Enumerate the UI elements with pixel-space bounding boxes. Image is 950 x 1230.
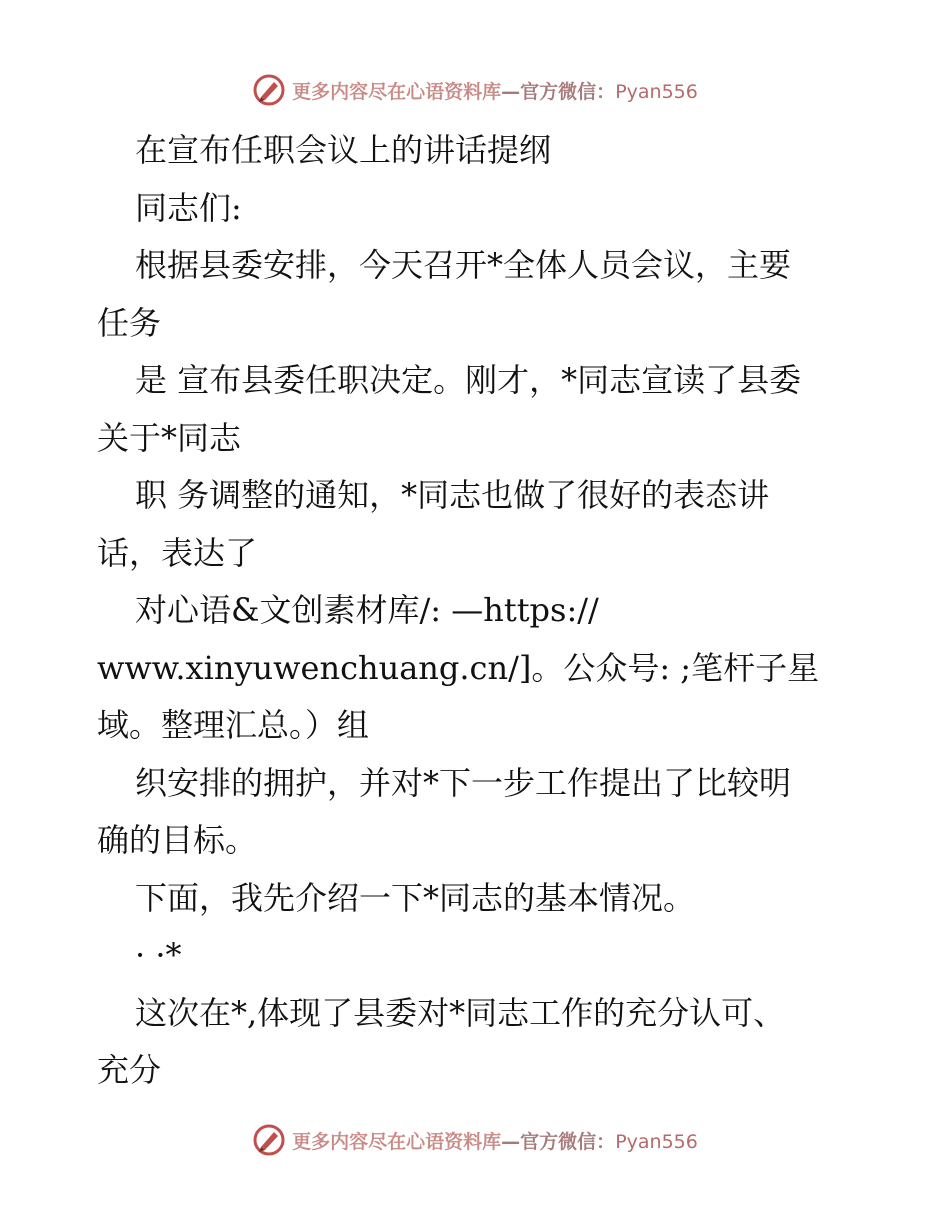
footer-watermark <box>0 1120 950 1160</box>
text-line: 话，表达了 <box>97 533 258 572</box>
document-title: 在宣布任职会议上的讲话提纲 <box>135 131 552 169</box>
text-line: www.xinyuwenchuang.cn/]。公众号: ;笔杆子星 <box>97 648 820 687</box>
document-body <box>97 122 867 1100</box>
text-line: 关于*同志 <box>97 418 242 457</box>
watermark-text: 更多内容尽在心语资料库—官方微信：Pyan556 <box>292 1130 698 1153</box>
pen-logo-icon <box>252 1123 286 1157</box>
text-line: 充分 <box>97 1051 162 1089</box>
text-line: · ·* <box>135 936 182 974</box>
text-line: 是 宣布县委任职决定。刚才，*同志宣读了县委 <box>135 361 802 399</box>
text-line: 织安排的拥护，并对*下一步工作提出了比较明 <box>135 763 792 802</box>
text-line: 确的目标。 <box>97 821 258 859</box>
header-watermark <box>0 70 950 110</box>
text-line: 任务 <box>97 303 162 342</box>
text-line: 下面，我先介绍一下*同志的基本情况。 <box>135 878 696 917</box>
pen-logo-icon <box>252 73 286 107</box>
text-line: 根据县委安排，今天召开*全体人员会议，主要 <box>135 246 792 284</box>
text-line: 域。整理汇总。）组 <box>97 706 370 744</box>
text-line: 职 务调整的通知，*同志也做了很好的表态讲 <box>135 476 770 514</box>
watermark-text: 更多内容尽在心语资料库—官方微信：Pyan556 <box>292 80 698 103</box>
text-line: 这次在*,体现了县委对*同志工作的充分认可、 <box>135 993 786 1032</box>
salutation: 同志们: <box>135 188 242 227</box>
text-line: 对心语&文创素材库/: —https:// <box>135 591 599 629</box>
